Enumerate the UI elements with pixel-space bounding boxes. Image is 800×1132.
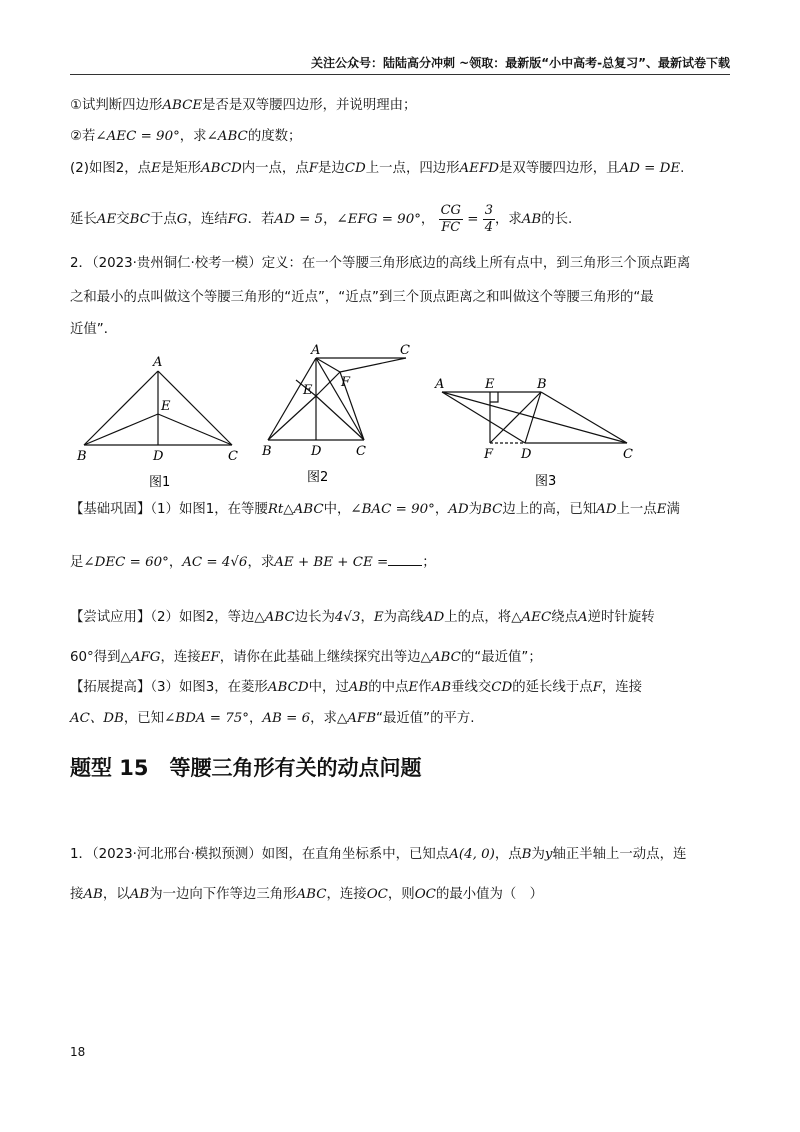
figure-2 [268, 358, 406, 440]
fig1-label-D: D [153, 449, 164, 464]
fig3-caption: 图3 [535, 474, 557, 489]
q2-try-line-2: 60°得到△AFG，连接EF，请你在此基础上继续探究出等边△ABC的“最近值”； [70, 650, 542, 665]
fig2-label-D: D [311, 444, 322, 459]
q2-intro-line-2: 之和最小的点叫做这个等腰三角形的“近点”，“近点”到三个顶点距离之和叫做这个等腰三角形的“最 [70, 290, 654, 305]
q1-part2-line: ②若∠AEC = 90°，求∠ABC的度数； [70, 129, 302, 144]
fig3-label-B: B [537, 377, 547, 392]
figures-row [0, 340, 800, 500]
fig1-caption: 图1 [149, 475, 171, 490]
page-number: 18 [70, 1045, 86, 1059]
fig2-label-B: B [262, 444, 272, 459]
q2-basic-line-1: 【基础巩固】（1）如图1，在等腰Rt△ABC中，∠BAC = 90°，AD为BC边上的高，已知AD上一点E满 [70, 502, 680, 517]
fig3-label-D: D [521, 447, 532, 462]
fig2-label-F: F [341, 375, 351, 390]
q2-ext-line-2: AC、DB，已知∠BDA = 75°，AB = 6，求△AFB“最近值”的平方. [70, 711, 475, 726]
ratio-fraction: $\frac{CG}{FC}$ [440, 202, 461, 235]
q1-part3-line: (2)如图2，点E是矩形ABCD内一点，点F是边CD上一点，四边形AEFD是双等腰四边形，且AD = DE. [70, 161, 685, 176]
fig1-label-E: E [161, 399, 171, 414]
q2-basic-line-2: 足∠DEC = 60°，AC = 4√6，求AE + BE + CE = ； [70, 555, 436, 570]
q1-part4-line: 延长AE交BC于点G，连结FG．若AD = 5，∠EFG = 90°， $\frac{CG}{FC}$ = $\frac{3}{4}$ ，求AB的长. [70, 202, 573, 235]
page-header [70, 52, 730, 75]
value-fraction: $\frac{3}{4}$ [484, 202, 493, 235]
fig1-label-B: B [77, 449, 87, 464]
q2-try-line-1: 【尝试应用】（2）如图2，等边△ABC边长为4√3，E为高线AD上的点，将△AEC绕点A逆时针旋转 [70, 610, 655, 625]
q3-line-1: 1．（2023·河北邢台·模拟预测）如图，在直角坐标系中，已知点A(4, 0)，点B为y轴正半轴上一动点，连 [70, 847, 687, 862]
q3-line-2: 接AB，以AB为一边向下作等边三角形ABC，连接OC，则OC的最小值为（ ） [70, 887, 544, 902]
fig2-label-A: A [311, 343, 321, 358]
fig3-label-E: E [485, 377, 495, 392]
q2-intro-line-3: 近值”． [70, 322, 118, 337]
figure-3 [442, 392, 627, 443]
q1-part1-line: ①试判断四边形ABCE是否是双等腰四边形，并说明理由； [70, 98, 417, 113]
fig3-label-F: F [484, 447, 494, 462]
header-text: 关注公众号：陆陆高分冲刺 ~领取：最新版“小中高考-总复习”、最新试卷下载 [311, 56, 730, 70]
fig1-label-A: A [153, 355, 163, 370]
fig2-label-C-top: C [400, 343, 410, 358]
q2-ext-line-1: 【拓展提高】（3）如图3，在菱形ABCD中，过AB的中点E作AB垂线交CD的延长线于点F，连接 [70, 680, 643, 695]
answer-blank[interactable] [388, 553, 422, 566]
fig2-label-C: C [356, 444, 366, 459]
q2-intro-line-1: 2．（2023·贵州铜仁·校考一模）定义：在一个等腰三角形底边的高线上所有点中，到三角形三个顶点距离 [70, 256, 691, 271]
figure-1 [84, 371, 232, 445]
fig2-caption: 图2 [307, 470, 329, 485]
fig3-label-C: C [623, 447, 633, 462]
fig1-label-C: C [228, 449, 238, 464]
fig2-label-E: E [303, 383, 313, 398]
section-title: 题型 15 等腰三角形有关的动点问题 [70, 756, 422, 780]
fig3-label-A: A [435, 377, 445, 392]
